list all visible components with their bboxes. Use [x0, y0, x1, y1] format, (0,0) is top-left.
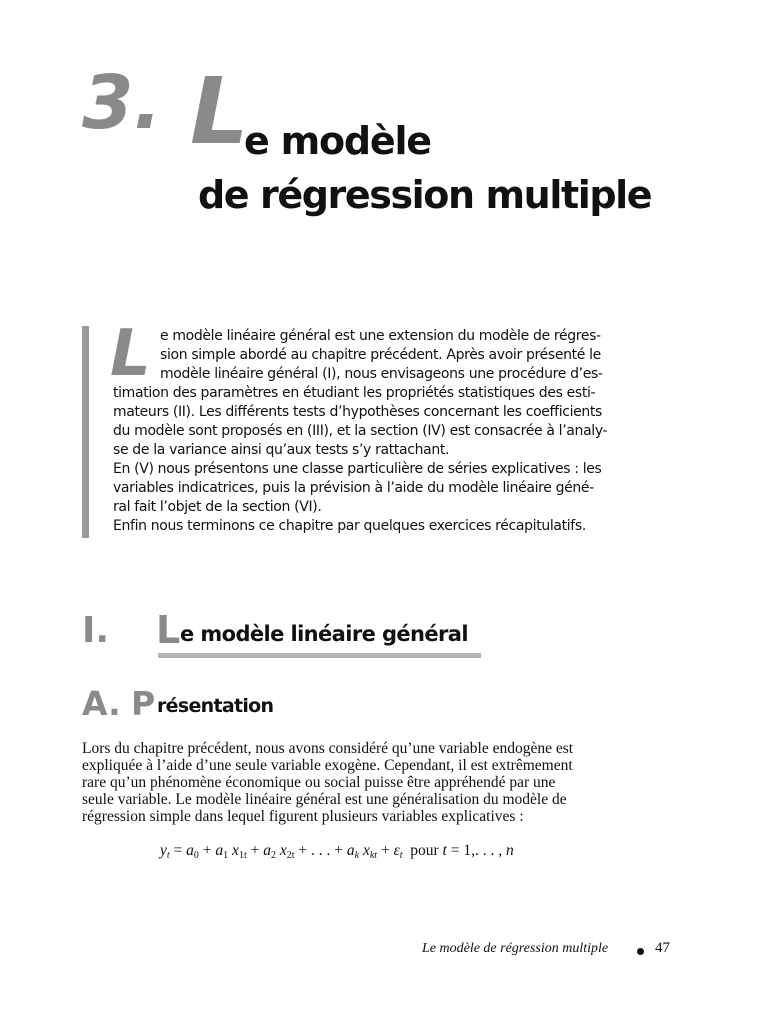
body-line: Lors du chapitre précédent, nous avons considéré qu’une variable endogène est — [82, 740, 574, 757]
page-number: 47 — [655, 940, 670, 956]
abstract-line: En (V) nous présentons une classe particulière de séries explicatives : les — [113, 461, 602, 477]
chapter-number: 3. — [82, 60, 162, 146]
abstract-line: ral fait l’objet de la section (VI). — [113, 499, 322, 515]
subsection-title: résentation — [157, 695, 274, 717]
body-line: seule variable. Le modèle linéaire général est une généralisation du modèle de — [82, 791, 567, 808]
abstract-line: variables indicatrices, puis la prévision à l’aide du modèle linéaire géné- — [113, 480, 594, 496]
chapter-title-initial: L — [190, 58, 249, 165]
subsection-title-initial: P — [131, 684, 156, 723]
abstract-line: e modèle linéaire général est une extension du modèle de régres- — [160, 328, 601, 344]
bullet-icon — [637, 948, 644, 955]
chapter-title-line1: e modèle — [244, 119, 431, 163]
body-line: expliquée à l’aide d’une seule variable exogène. Cependant, il est extrêmement — [82, 757, 573, 774]
abstract-line: modèle linéaire général (I), nous envisageons une procédure d’es- — [160, 366, 603, 382]
abstract-line: sion simple abordé au chapitre précédent. Après avoir présenté le — [160, 347, 601, 363]
abstract-line: timation des paramètres en étudiant les propriétés statistiques des esti- — [113, 385, 596, 401]
abstract-drop-cap: L — [110, 317, 151, 391]
abstract-line: se de la variance ainsi qu’aux tests s’y rattachant. — [113, 442, 450, 458]
subsection-number: A. — [82, 684, 121, 723]
abstract-sidebar-rule — [82, 326, 89, 538]
abstract-line: mateurs (II). Les différents tests d’hypothèses concernant les coefficients — [113, 404, 603, 420]
section-number: I. — [82, 610, 110, 651]
section-title: e modèle linéaire général — [180, 622, 468, 646]
body-line: rare qu’un phénomène économique ou social puisse être appréhendé par une — [82, 774, 556, 791]
section-underline — [158, 653, 481, 658]
chapter-title-line2: de régression multiple — [198, 173, 652, 217]
running-title: Le modèle de régression multiple — [422, 941, 609, 956]
abstract-line: du modèle sont proposés en (III), et la section (IV) est consacrée à l’analy- — [113, 423, 608, 439]
section-title-initial: L — [156, 608, 181, 652]
abstract-line: Enfin nous terminons ce chapitre par quelques exercices récapitulatifs. — [113, 518, 586, 534]
regression-equation: $y_t = a_0 + a_1$ $x_{1t} + a_2$ $x_{2t}$ + . . . + $a_k$ $x_{kt} + \varepsilon_t$ pour t = 1,. . . , n — [160, 842, 514, 861]
body-line: régression simple dans lequel figurent plusieurs variables explicatives : — [82, 808, 524, 825]
